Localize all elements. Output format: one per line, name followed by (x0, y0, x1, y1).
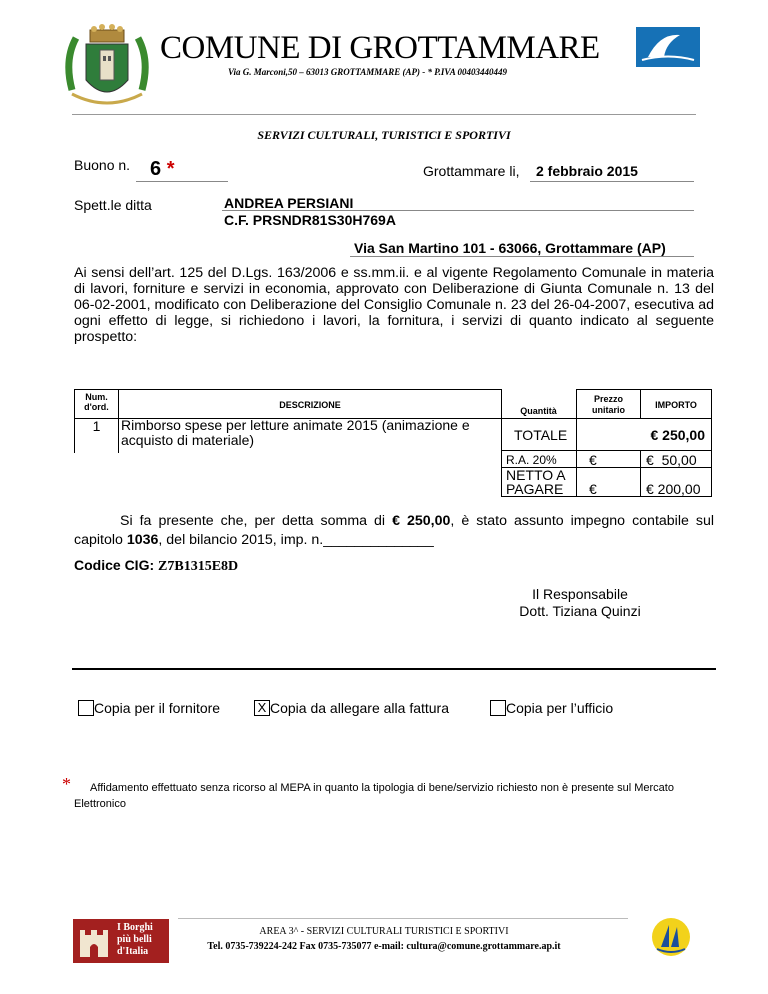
header-desc-cell (118, 389, 502, 419)
footer-area: AREA 3^ - SERVIZI CULTURALI TURISTICI E SPORTIVI (259, 926, 509, 937)
commitment-chapter: 1036 (126, 532, 159, 548)
buono-asterisk: * (166, 158, 175, 180)
footer-contacts: Tel. 0735-739224-242 Fax 0735-735077 e-mail: cultura@comune.grottammare.ap.it (207, 941, 561, 952)
ra-value: € 50,00 (646, 452, 697, 468)
signature-divider (72, 668, 716, 670)
ditta-label: Spett.le ditta (74, 197, 152, 213)
date-value: 2 febbraio 2015 (536, 163, 638, 179)
buono-number-value: 6 (150, 158, 162, 180)
footer-divider (178, 918, 628, 919)
header-divider (72, 114, 696, 115)
date-label: Grottammare li, (423, 163, 520, 179)
ditta-fiscal-code: C.F. PRSNDR81S30H769A (224, 212, 396, 228)
header-amount-cell (640, 389, 712, 419)
netto-value: € 200,00 (646, 481, 701, 497)
ra-label-cell (501, 450, 577, 468)
header-price-cell (576, 389, 641, 419)
header-qty-cell (501, 389, 577, 419)
header-desc: DESCRIZIONE (279, 400, 341, 410)
ra-currency-cell (576, 450, 641, 468)
row-desc-cell (118, 418, 502, 453)
buono-label: Buono n. (74, 157, 131, 173)
signature-block (500, 586, 660, 620)
ra-label: R.A. 20% (506, 453, 557, 467)
copy-fornitore-checkbox[interactable] (78, 700, 94, 716)
header-num: Num. d'ord. (84, 392, 109, 412)
blue-flag-icon (636, 27, 700, 67)
commitment-text-1: Si fa presente che, per detta somma di (120, 513, 393, 529)
netto-currency: € (589, 481, 597, 497)
date-underline (530, 181, 694, 182)
mepa-footnote (62, 774, 714, 812)
footnote-text: Affidamento effettuato senza ricorso al MEPA in quanto la tipologia di bene/servizio richiesto non è presente sul Mercato Elettronico (74, 782, 674, 810)
ditta-name: ANDREA PERSIANI (224, 195, 354, 211)
cig-value: Z7B1315E8D (158, 559, 239, 574)
cig-code (74, 557, 238, 575)
ra-value-cell (640, 450, 712, 468)
header-amount: IMPORTO (655, 400, 697, 410)
commitment-paragraph (74, 512, 714, 550)
intro-paragraph: Ai sensi dell’art. 125 del D.Lgs. 163/2006 e ss.mm.ii. e al vigente Regolamento Comunale in materia di lavori, forniture e servizi in economia, approvato con Deliberazione di Giunta Comunale n. 13 del 06-02-2001, modificato con Deliberazione del Consiglio Comunale n. 23 del 26-04-2007, esecutiva ad ogni effetto di legge, si richiedono i lavori, la fornitura, i servizi di quanto indicato al seguente prospetto: (74, 265, 714, 345)
netto-label-cell (501, 467, 577, 497)
cig-label: Codice CIG: (74, 557, 159, 573)
sailboat-logo (651, 917, 691, 957)
buono-underline (136, 181, 228, 182)
header-num-cell (74, 389, 119, 419)
signature-name: Dott. Tiziana Quinzi (519, 603, 641, 619)
municipality-title: COMUNE DI GROTTAMMARE (160, 30, 600, 66)
municipality-address: Via G. Marconi,50 – 63013 GROTTAMMARE (AP) - * P.IVA 00403440449 (228, 67, 507, 77)
coat-of-arms-logo (62, 20, 152, 112)
copy-ufficio[interactable] (490, 700, 613, 716)
row-num: 1 (92, 418, 101, 434)
ra-currency: € (589, 452, 597, 468)
row-num-cell (74, 418, 119, 453)
row-desc: Rimborso spese per letture animate 2015 (animazione e acquisto di materiale) (121, 417, 470, 448)
header-qty: Quantità (520, 406, 557, 416)
order-table (74, 389, 712, 497)
signature-title: Il Responsabile (532, 586, 628, 602)
ditta-address: Via San Martino 101 - 63066, Grottammare (AP) (354, 240, 666, 256)
netto-currency-cell (576, 467, 641, 497)
department-title: SERVIZI CULTURALI, TURISTICI E SPORTIVI (257, 128, 511, 142)
commitment-amount: € 250,00 (392, 513, 451, 529)
footnote-asterisk: * (62, 774, 71, 794)
buono-number (150, 158, 174, 181)
totale-label-cell (501, 418, 577, 451)
commitment-text-3: , del bilancio 2015, imp. n.______________ (158, 532, 434, 548)
totale-value: € 250,00 (650, 427, 705, 443)
copy-fattura-checkbox[interactable]: X (254, 700, 270, 716)
address-underline (350, 256, 694, 257)
netto-label: NETTO A PAGARE (506, 467, 565, 497)
header-price: Prezzo unitario (592, 394, 625, 415)
netto-value-cell (640, 467, 712, 497)
copy-fornitore-label: Copia per il fornitore (94, 700, 221, 716)
totale-value-cell (576, 418, 712, 451)
ditta-underline (222, 210, 694, 211)
totale-label: TOTALE (514, 427, 568, 443)
borghi-logo-text: I Borghi più belli d'Italia (117, 922, 153, 957)
copy-fornitore[interactable] (78, 700, 220, 716)
copy-ufficio-label: Copia per l’ufficio (506, 700, 614, 716)
copy-ufficio-checkbox[interactable] (490, 700, 506, 716)
copy-fattura-label: Copia da allegare alla fattura (270, 700, 450, 716)
copy-fattura[interactable] (254, 700, 449, 716)
commitment-text-2: , è stato assunto impegno contabile sul capitolo (74, 513, 714, 548)
